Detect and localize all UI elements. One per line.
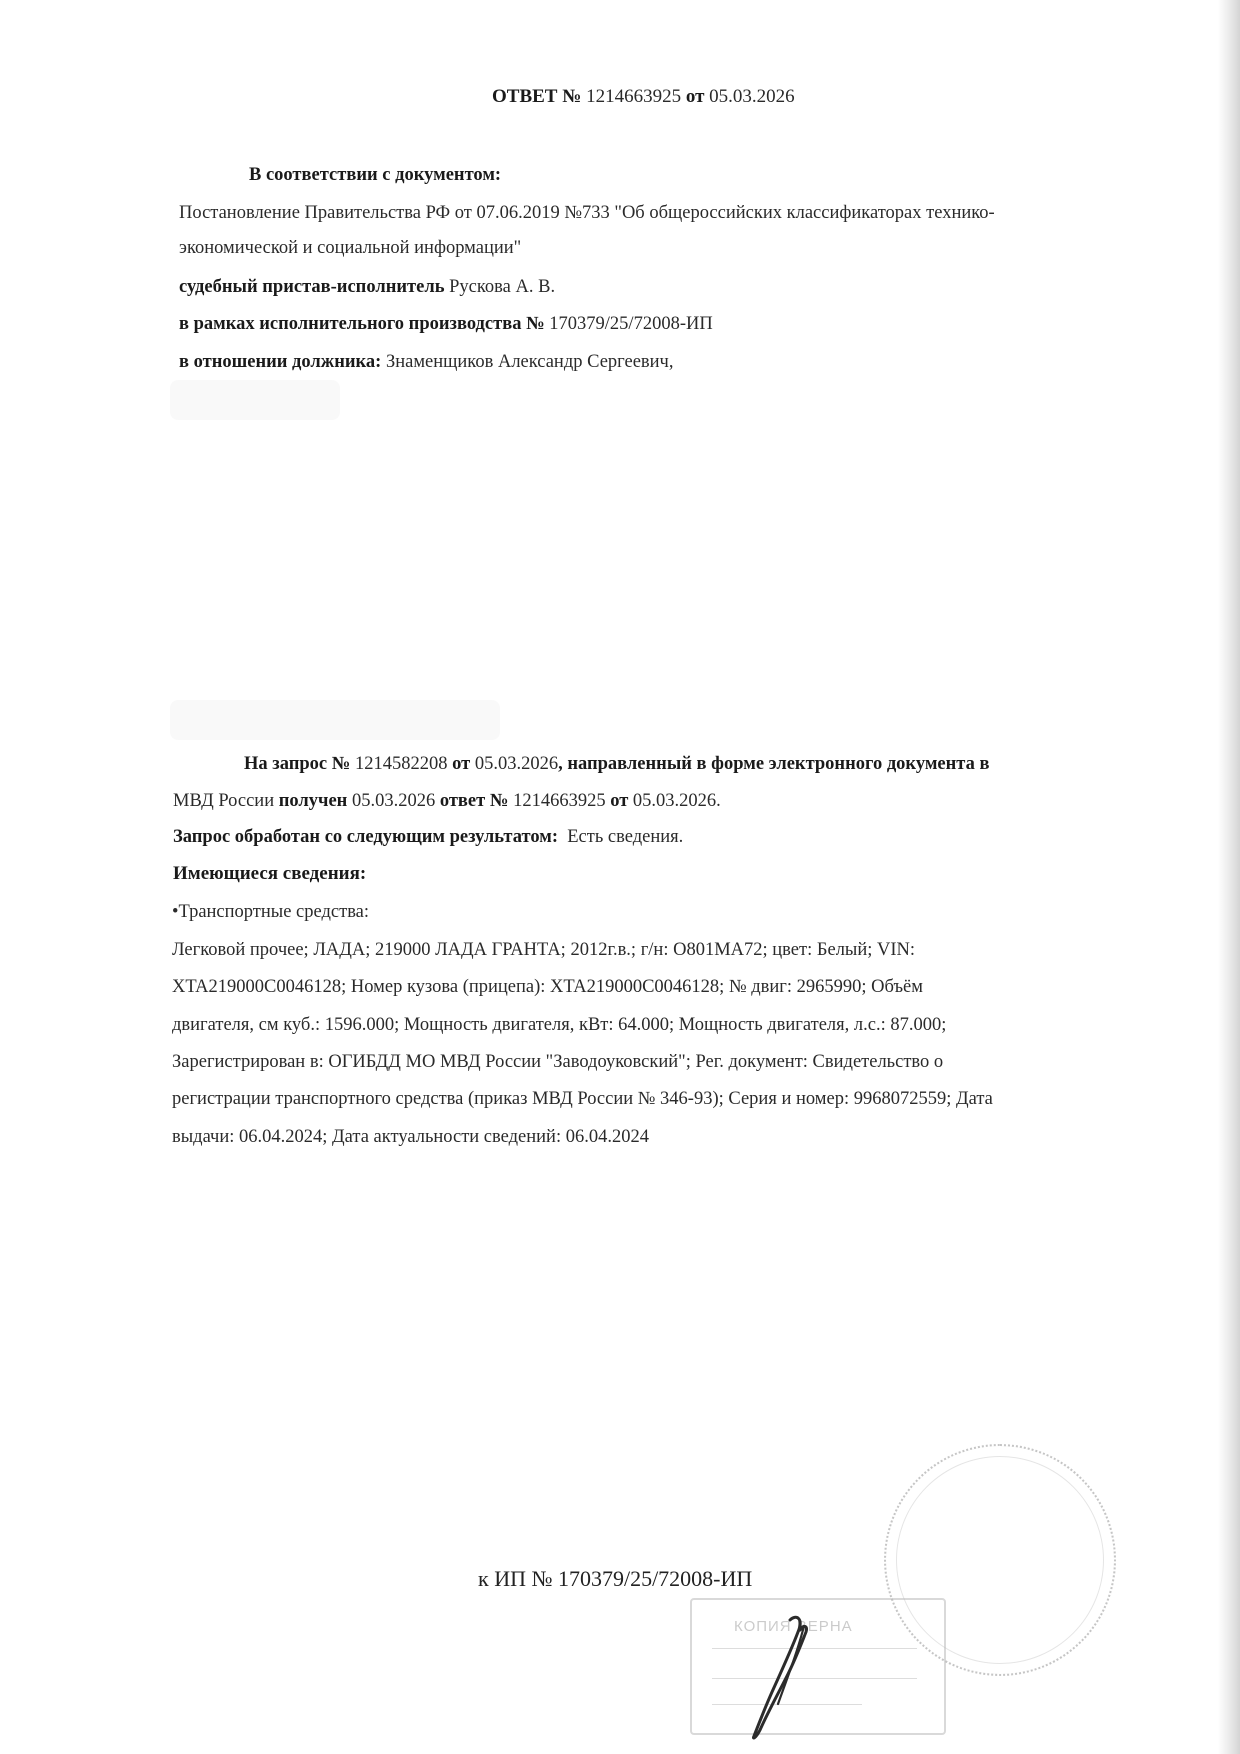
- debtor-label: в отношении должника:: [179, 352, 382, 372]
- bailiff-name: Рускова А. В.: [449, 277, 556, 297]
- footer-reference: к ИП № 170379/25/72008-ИП: [478, 1566, 753, 1591]
- scan-edge-shadow: [1218, 0, 1240, 1754]
- debtor-line: [179, 350, 673, 374]
- vehicle-info-line: XTA219000C0046128; Номер кузова (прицепа): XTA219000C0046128; № двиг: 2965990; Объём: [172, 977, 923, 997]
- info-heading: Имеющиеся сведения:: [173, 863, 367, 884]
- stamp-text: КОПИЯ ВЕРНА: [734, 1618, 853, 1635]
- handwritten-signature: [738, 1612, 828, 1742]
- document-title: ОТВЕТ № 1214663925 от 05.03.2026: [492, 86, 795, 107]
- bailiff-label: судебный пристав-исполнитель: [179, 277, 445, 297]
- info-category: •Транспортные средства:: [172, 902, 370, 922]
- result-value: Есть сведения.: [567, 827, 684, 847]
- debtor-name: Знаменщиков Александр Сергеевич,: [385, 352, 674, 372]
- redacted-area: [170, 700, 500, 740]
- vehicle-info-line: Легковой прочее; ЛАДА; 219000 ЛАДА ГРАНТА; 2012г.в.; г/н: О801МА72; цвет: Белый; VIN:: [172, 940, 916, 960]
- result-label: Запрос обработан со следующим результатом:: [173, 827, 558, 847]
- vehicle-info-line: регистрации транспортного средства (приказ МВД России № 346-93); Серия и номер: 9968072559; Дата: [172, 1089, 993, 1109]
- request-line-1: На запрос № 1214582208 от 05.03.2026, направленный в форме электронного документа в: [244, 754, 990, 774]
- result-line: [173, 825, 683, 849]
- bailiff-line: [179, 275, 555, 299]
- vehicle-info-line: Зарегистрирован в: ОГИБДД МО МВД России "Заводоуковский"; Рег. документ: Свидетельство о: [172, 1052, 944, 1072]
- vehicle-info-line: выдачи: 06.04.2024; Дата актуальности сведений: 06.04.2024: [172, 1127, 649, 1147]
- redacted-area: [170, 380, 340, 420]
- proceeding-label: в рамках исполнительного производства №: [179, 314, 545, 334]
- proceeding-line: [179, 312, 713, 336]
- request-line-2: МВД России получен 05.03.2026 ответ № 1214663925 от 05.03.2026.: [173, 791, 721, 811]
- vehicle-info-line: двигателя, см куб.: 1596.000; Мощность двигателя, кВт: 64.000; Мощность двигателя, л.с.: 87.000;: [172, 1015, 947, 1035]
- proceeding-number: 170379/25/72008-ИП: [549, 314, 713, 334]
- basis-document-line-2: экономической и социальной информации": [179, 238, 522, 258]
- basis-document-line-1: Постановление Правительства РФ от 07.06.2019 №733 "Об общероссийских классификаторах технико-: [179, 203, 995, 223]
- basis-heading: В соответствии с документом:: [249, 165, 502, 185]
